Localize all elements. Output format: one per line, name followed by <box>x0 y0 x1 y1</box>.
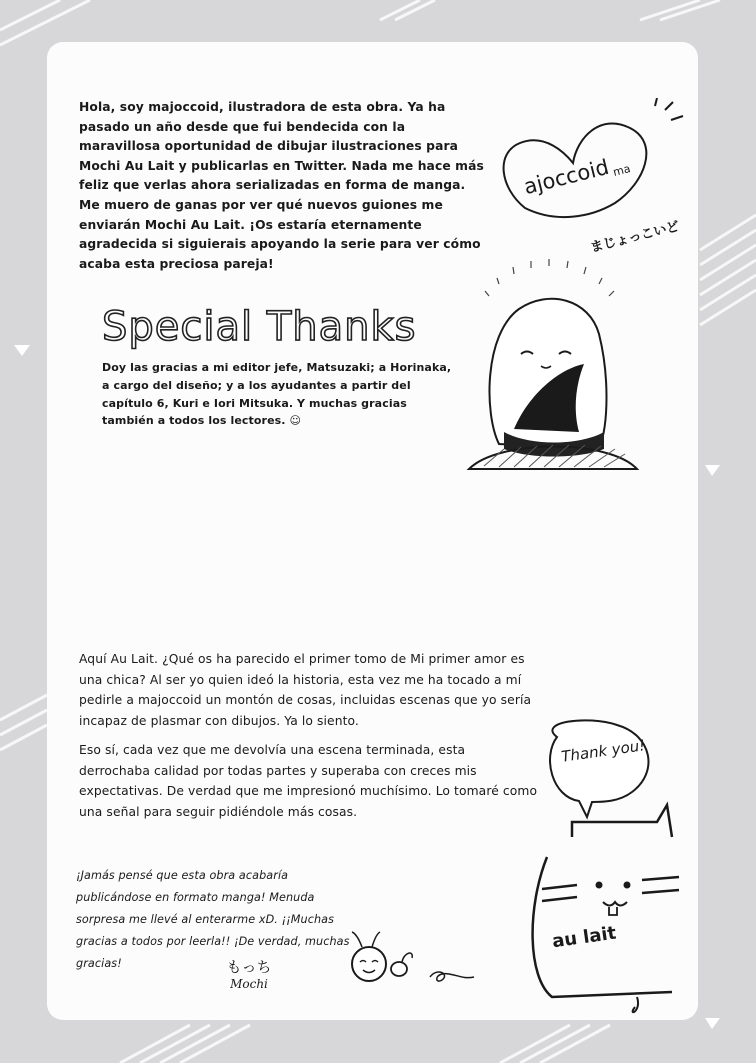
mochi-signature <box>219 956 279 991</box>
bee-doodle <box>342 922 492 1002</box>
thank-you-bubble-text: Thank you! <box>560 736 647 766</box>
special-thanks-title: Special Thanks <box>102 304 417 350</box>
au-lait-signature: au lait <box>550 922 618 953</box>
writer-note-paragraph-2: Eso sí, cada vez que me devolvía una escena terminada, esta derrochaba calidad por todas partes y superaba con creces mis expectativas. De verdad que me impresionó muchísimo. Lo tomaré como una señal para seguir pidiéndole más cosas. <box>79 743 538 819</box>
mochi-mascot-illustration <box>459 254 649 479</box>
illustrator-signature-japanese: まじょっこいど <box>589 219 681 256</box>
writer-note <box>79 649 539 831</box>
illustrator-signature <box>495 98 685 256</box>
writer-note-paragraph-1: Aquí Au Lait. ¿Qué os ha parecido el primer tomo de Mi primer amor es una chica? Al ser yo quien ideó la historia, esta vez me ha tocado a mí pedirle a majoccoid un montón de cosas, incluidas escenas que yo sería incapaz de plasmar con dibujos. Ya lo siento. <box>79 652 532 728</box>
mochi-signature-japanese: もっち <box>226 958 272 976</box>
au-lait-cat-illustration <box>507 717 687 1017</box>
afterword-page <box>47 42 698 1020</box>
illustrator-signature-name: ajoccoid <box>521 154 612 200</box>
illustrator-note: Hola, soy majoccoid, ilustradora de esta obra. Ya ha pasado un año desde que fui bendecida con la maravillosa oportunidad de dibujar ilustraciones para Mochi Au Lait y publicarlas en Twitter. Nada me hace más feliz que verlas ahora serializadas en forma de manga. Me muero de ganas por ver qué nuevos guiones me enviarán Mochi Au Lait. ¡Os estaría eternamente agradecida si siguierais apoyando la serie para ver cómo acaba esta preciosa pareja! <box>79 100 484 271</box>
special-thanks-text: Doy las gracias a mi editor jefe, Matsuzaki; a Horinaka, a cargo del diseño; y a los ayudantes a partir del capítulo 6, Kuri e Iori Mitsuka. Y muchas gracias también a todos los lectores. ☺ <box>102 361 452 428</box>
mochi-note: ¡Jamás pensé que esta obra acabaría publicándose en formato manga! Menuda sorpresa me llevé al enterarme xD. ¡¡Muchas gracias a todos por leerla!! ¡De verdad, muchas gracias! <box>76 869 350 970</box>
illustrator-signature-small: ma <box>611 162 632 179</box>
mochi-signature-name: Mochi <box>230 977 268 991</box>
